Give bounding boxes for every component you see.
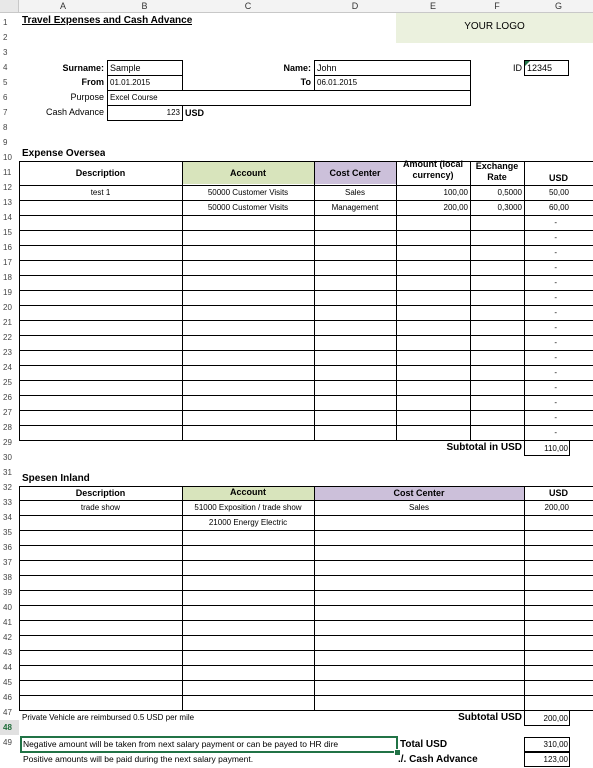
- row-header-29[interactable]: 29: [3, 438, 12, 447]
- inland-header-description: Description: [75, 488, 126, 498]
- inland-row1-usd[interactable]: 200,00: [544, 503, 569, 512]
- row-header-6[interactable]: 6: [3, 93, 8, 102]
- row-header-30[interactable]: 30: [3, 453, 12, 462]
- row-header-11[interactable]: 11: [3, 168, 12, 177]
- row-header-13[interactable]: 13: [3, 198, 12, 207]
- row-header-8[interactable]: 8: [3, 123, 8, 132]
- surname-value[interactable]: Sample: [110, 63, 141, 73]
- row-header-34[interactable]: 34: [3, 513, 12, 522]
- inland-row1-cost-center[interactable]: Sales: [408, 503, 429, 512]
- oversea-row1-account[interactable]: 50000 Customer Visits: [207, 188, 289, 197]
- cash-advance-total-label: ./. Cash Advance: [398, 754, 478, 765]
- inland-header-account: Account: [230, 487, 266, 497]
- empty-usd-dash: -: [554, 278, 557, 287]
- row-header-38[interactable]: 38: [3, 573, 12, 582]
- oversea-subtotal-value: 110,00: [544, 444, 568, 453]
- empty-usd-dash: -: [554, 413, 557, 422]
- from-value[interactable]: 01.01.2015: [110, 78, 151, 87]
- positive-amount-note: Positive amounts will be paid during the next salary payment.: [23, 754, 254, 764]
- row-header-49[interactable]: 49: [3, 738, 12, 747]
- inland-row-line: [19, 650, 593, 651]
- oversea-row-line: [19, 275, 593, 276]
- inland-row-line: [19, 560, 593, 561]
- inland-row-line: [19, 635, 593, 636]
- row-header-47[interactable]: 47: [3, 708, 12, 717]
- sheet-gridline: [107, 13, 108, 768]
- oversea-section-title: Expense Oversea: [22, 148, 106, 159]
- inland-subtotal-value: 200,00: [543, 714, 568, 723]
- oversea-col-line: [19, 161, 20, 440]
- name-value[interactable]: John: [317, 63, 337, 73]
- inland-row-line: [19, 605, 593, 606]
- cash-advance-total-value: 123,00: [543, 755, 568, 764]
- oversea-header-cost-center: Cost Center: [329, 168, 381, 178]
- oversea-row1-cost-center[interactable]: Sales: [344, 188, 365, 197]
- from-label: From: [81, 77, 104, 87]
- row-header-36[interactable]: 36: [3, 543, 12, 552]
- id-label: ID: [513, 63, 522, 73]
- empty-usd-dash: -: [554, 398, 557, 407]
- surname-label: Surname:: [62, 63, 104, 73]
- sheet-title[interactable]: Travel Expenses and Cash Advance: [22, 15, 193, 26]
- row-header-33[interactable]: 33: [3, 498, 12, 507]
- empty-usd-dash: -: [554, 308, 557, 317]
- row-header-16[interactable]: 16: [3, 243, 12, 252]
- oversea-row-line: [19, 425, 593, 426]
- select-all-corner[interactable]: [0, 0, 19, 13]
- oversea-row2-cost-center[interactable]: Management: [331, 203, 379, 212]
- inland-row1-account[interactable]: 51000 Exposition / trade show: [194, 503, 302, 512]
- total-value: 310,00: [543, 740, 568, 749]
- empty-usd-dash: -: [554, 263, 557, 272]
- empty-usd-dash: -: [554, 323, 557, 332]
- row-header-20[interactable]: 20: [3, 303, 12, 312]
- inland-header-usd: USD: [548, 488, 568, 498]
- oversea-row-line: [19, 380, 593, 381]
- inland-row-line: [19, 620, 593, 621]
- oversea-row-line: [19, 365, 593, 366]
- vehicle-note: Private Vehicle are reimbursed 0.5 USD per mile: [22, 713, 195, 722]
- row-header-24[interactable]: 24: [3, 363, 12, 372]
- row-header-17[interactable]: 17: [3, 258, 12, 267]
- row-header-5[interactable]: 5: [3, 78, 8, 87]
- oversea-row-line: [19, 410, 593, 411]
- inland-row-line: [19, 695, 593, 696]
- oversea-row2-rate[interactable]: 0,3000: [497, 203, 522, 212]
- row-header-27[interactable]: 27: [3, 408, 12, 417]
- inland-row-line: [19, 680, 593, 681]
- inland-row1-description[interactable]: trade show: [80, 503, 121, 512]
- oversea-header-description: Description: [75, 168, 126, 178]
- oversea-row-line: [19, 230, 593, 231]
- inland-row2-account[interactable]: 21000 Energy Electric: [208, 518, 288, 527]
- row-header-22[interactable]: 22: [3, 333, 12, 342]
- row-header-3[interactable]: 3: [3, 48, 8, 57]
- row-header-46[interactable]: 46: [3, 693, 12, 702]
- row-header-35[interactable]: 35: [3, 528, 12, 537]
- oversea-row1-description[interactable]: test 1: [90, 188, 111, 197]
- inland-row-line: [19, 575, 593, 576]
- inland-col-line: [524, 486, 525, 710]
- empty-usd-dash: -: [554, 233, 557, 242]
- oversea-row1-rate[interactable]: 0,5000: [497, 188, 522, 197]
- empty-usd-dash: -: [554, 368, 557, 377]
- inland-col-line: [19, 486, 20, 710]
- inland-row-line: [19, 665, 593, 666]
- row-header-42[interactable]: 42: [3, 633, 12, 642]
- comment-indicator-icon: [525, 61, 530, 66]
- row-header-2[interactable]: 2: [3, 33, 8, 42]
- oversea-row-line: [19, 395, 593, 396]
- row-header-15[interactable]: 15: [3, 228, 12, 237]
- cash-advance-currency: USD: [185, 108, 205, 118]
- row-header-7[interactable]: 7: [3, 108, 8, 117]
- column-header-c[interactable]: C: [182, 0, 314, 13]
- to-label: To: [300, 77, 311, 87]
- inland-section-title: Spesen Inland: [22, 473, 90, 484]
- column-header-e[interactable]: E: [396, 0, 470, 13]
- oversea-row-line: [19, 350, 593, 351]
- oversea-row1-usd: 50,00: [548, 188, 569, 197]
- inland-row-line: [19, 530, 593, 531]
- empty-usd-dash: -: [554, 293, 557, 302]
- oversea-row-line: [19, 215, 593, 216]
- row-header-39[interactable]: 39: [3, 588, 12, 597]
- inland-row-line: [19, 545, 593, 546]
- oversea-header-rate: Exchange Rate: [475, 161, 519, 182]
- purpose-label: Purpose: [70, 92, 104, 102]
- oversea-row-line: [19, 290, 593, 291]
- logo-text: YOUR LOGO: [464, 21, 525, 32]
- id-value[interactable]: 12345: [527, 63, 553, 73]
- oversea-row-line: [19, 245, 593, 246]
- row-header-12[interactable]: 12: [3, 183, 12, 192]
- cash-advance-label: Cash Advance: [45, 107, 104, 117]
- empty-usd-dash: -: [554, 353, 557, 362]
- inland-row-line: [19, 590, 593, 591]
- column-header-g[interactable]: G: [524, 0, 593, 13]
- row-header-40[interactable]: 40: [3, 603, 12, 612]
- oversea-header-account: Account: [230, 168, 266, 178]
- row-header-41[interactable]: 41: [3, 618, 12, 627]
- oversea-row-line: [19, 260, 593, 261]
- total-label: Total USD: [400, 739, 448, 750]
- oversea-row2-amount[interactable]: 200,00: [443, 203, 468, 212]
- column-header-d[interactable]: D: [314, 0, 396, 13]
- column-header-b[interactable]: B: [107, 0, 182, 13]
- negative-amount-note[interactable]: Negative amount will be taken from next salary payment or can be payed to HR dire: [23, 739, 339, 749]
- empty-usd-dash: -: [554, 428, 557, 437]
- empty-usd-dash: -: [554, 218, 557, 227]
- row-header-43[interactable]: 43: [3, 648, 12, 657]
- row-header-19[interactable]: 19: [3, 288, 12, 297]
- name-label: Name:: [283, 63, 311, 73]
- row-header-37[interactable]: 37: [3, 558, 12, 567]
- row-header-21[interactable]: 21: [3, 318, 12, 327]
- inland-col-line: [314, 486, 315, 710]
- row-header-18[interactable]: 18: [3, 273, 12, 282]
- empty-usd-dash: -: [554, 338, 557, 347]
- oversea-header-usd: USD: [548, 173, 568, 183]
- empty-usd-dash: -: [554, 248, 557, 257]
- row-header-1[interactable]: 1: [3, 18, 8, 27]
- row-header-45[interactable]: 45: [3, 678, 12, 687]
- row-header-14[interactable]: 14: [3, 213, 12, 222]
- purpose-value[interactable]: Excel Course: [110, 93, 158, 102]
- row-header-32[interactable]: 32: [3, 483, 12, 492]
- row-header-23[interactable]: 23: [3, 348, 12, 357]
- oversea-row-line: [19, 335, 593, 336]
- row-header-28[interactable]: 28: [3, 423, 12, 432]
- row-header-44[interactable]: 44: [3, 663, 12, 672]
- column-header-f[interactable]: F: [470, 0, 524, 13]
- inland-header-cost-center: Cost Center: [393, 488, 445, 498]
- oversea-subtotal-label: Subtotal in USD: [446, 442, 522, 453]
- column-header-a[interactable]: A: [19, 0, 107, 13]
- row-header-4[interactable]: 4: [3, 63, 8, 72]
- row-header-48[interactable]: 48: [0, 720, 19, 735]
- row-header-25[interactable]: 25: [3, 378, 12, 387]
- row-header-10[interactable]: 10: [3, 153, 12, 162]
- oversea-row2-account[interactable]: 50000 Customer Visits: [207, 203, 289, 212]
- empty-usd-dash: -: [554, 383, 557, 392]
- row-header-26[interactable]: 26: [3, 393, 12, 402]
- oversea-row-line: [19, 305, 593, 306]
- to-value[interactable]: 06.01.2015: [317, 78, 358, 87]
- oversea-row-line: [19, 320, 593, 321]
- inland-subtotal-label: Subtotal USD: [458, 712, 522, 723]
- cash-advance-value[interactable]: 123: [166, 108, 180, 117]
- oversea-row2-usd: 60,00: [548, 203, 569, 212]
- oversea-header-amount: Amount (local currency): [403, 159, 463, 180]
- oversea-row1-amount[interactable]: 100,00: [443, 188, 468, 197]
- row-header-31[interactable]: 31: [3, 468, 12, 477]
- row-header-9[interactable]: 9: [3, 138, 8, 147]
